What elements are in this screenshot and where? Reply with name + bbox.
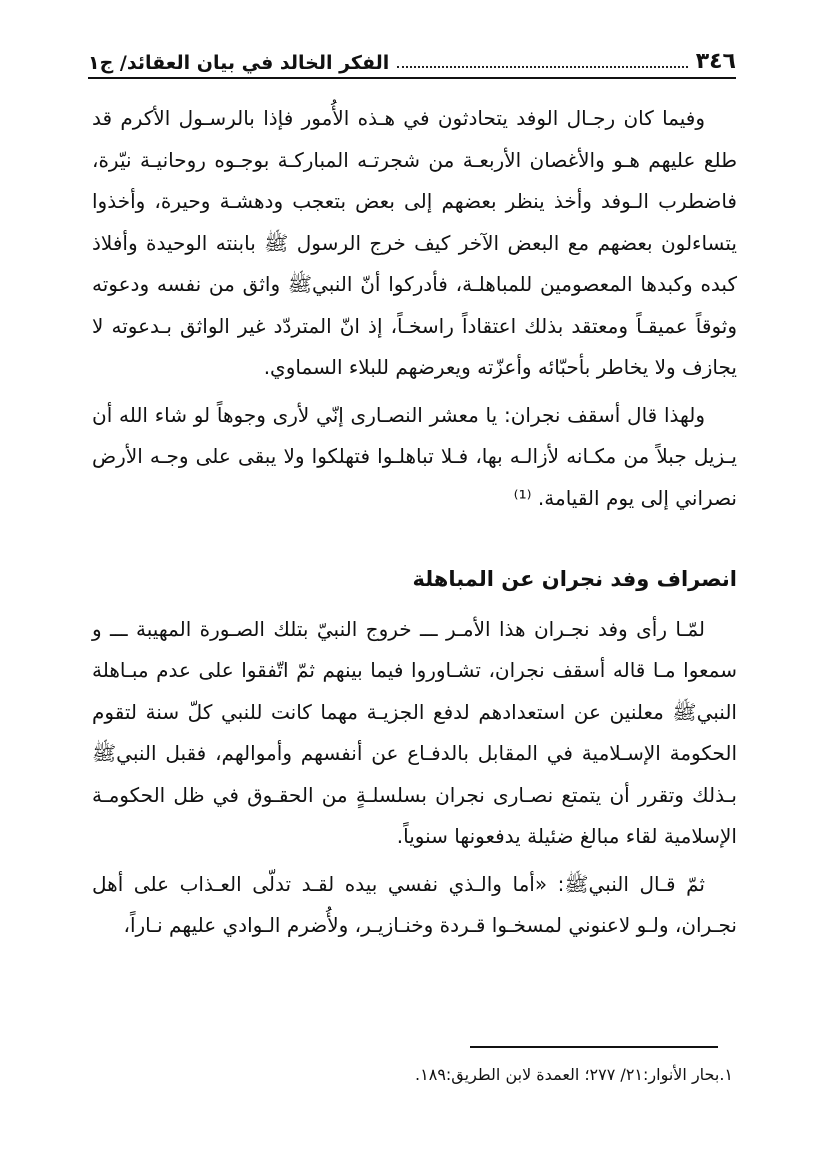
page-number: ٣٤٦ [695,49,736,74]
page-body [92,98,737,947]
running-header [88,40,736,74]
body-paragraph: ولهذا قال أسقف نجران: يا معشر النصـارى إنّي لأرى وجوهاً لو شاء الله أن يـزيل جبلاً من مكـانه لأزالـه بها، فـلا تباهلـوا فتهلكوا ولا يبقى على وجـه الأرض نصراني إلى يوم القيامة. ⁽¹⁾ [92,402,737,510]
running-title: الفكر الخالد في بيان العقائد/ ج١ [88,52,390,74]
header-rule [88,77,736,79]
footnote: ١.بحار الأنوار:٢١/ ٢٧٧؛ العمدة لابن الطريق:١٨٩. [415,1065,733,1084]
body-paragraph: وفيما كان رجـال الوفد يتحادثون في هـذه الأُمور فإذا بالرسـول الأكرم قد طلع عليهم هـو والأغصان الأربعـة من شجرتـه المباركـة بوجـوه روحانيـة نيّرة، فاضطرب الـوفد وأخذ ينظر بعضهم إلى بعض بتعجب ودهشـة وحيرة، وأخذوا يتساءلون بعضهم مع البعض الآخر كيف خرج الرسول ﷺ بابنته الوحيدة وأفلاذ كبده وكبدها المعصومين للمباهلـة، فأدركوا أنّ النبيﷺ واثق من نفسه ودعوته وثوقاً عميقـاً ومعتقد بذلك اعتقاداً راسخـاً، إذ انّ المتردّد غير الواثق بـدعوته لا يجازف ولا يخاطر بأحبّائه وأعزّته ويعرضهم للبلاء السماوي. [92,106,737,379]
body-paragraph: لمّـا رأى وفد نجـران هذا الأمـر ـــ خروج النبيّ بتلك الصـورة المهيبة ـــ و سمعوا مـا قاله أسقف نجران، تشـاوروا فيما بينهم ثمّ اتّفقوا على عدم مبـاهلة النبيﷺ معلنين عن استعدادهم لدفع الجزيـة مهما كانت للنبي كلّ سنة لتقوم الحكومة الإسـلامية في المقابل بالدفـاع عن أنفسهم وأموالهم، فقبل النبيﷺ بـذلك وتقرر أن يتمتع نصـارى نجران بسلسلـةٍ من الحقـوق في ظل الحكومـة الإسلامية لقاء مبالغ ضئيلة يدفعونها سنوياً. [92,616,737,848]
header-dot-leader [397,65,687,68]
body-paragraph: ثمّ قـال النبيﷺ: «أما والـذي نفسي بيده لقـد تدلّى العـذاب على أهل نجـران، ولـو لاعنوني لمسخـوا قـردة وخنـازيـر، ولأُضرم الـوادي عليهم نـاراً، [92,871,737,937]
footnote-separator [470,1046,718,1048]
section-heading: انصراف وفد نجران عن المباهلة [412,567,737,591]
